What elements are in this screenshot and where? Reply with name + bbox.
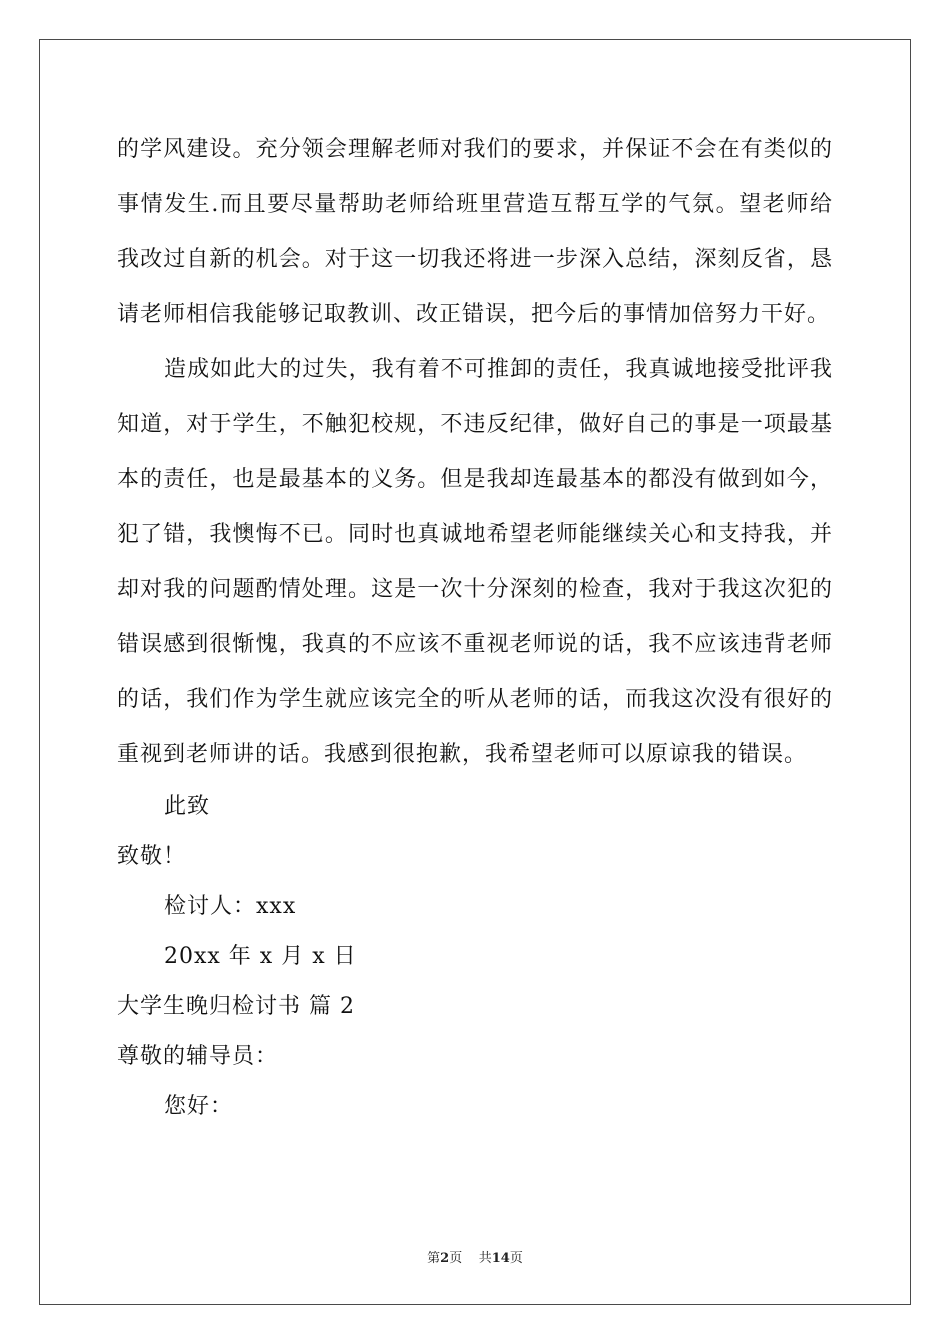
page-footer: [0, 1247, 950, 1266]
footer-page-mid: 页 共: [449, 1251, 492, 1266]
footer-page-prefix: 第: [427, 1251, 441, 1266]
greeting-line: 您好：: [164, 1094, 234, 1119]
footer-page-suffix: 页: [509, 1251, 523, 1266]
closing-line-2: 致敬！: [117, 844, 187, 869]
document-body: [117, 122, 833, 1132]
body-paragraph-1: 的学风建设。充分领会理解老师对我们的要求，并保证不会在有类似的事情发生.而且要尽量帮助老师给班里营造互帮互学的气氛。望老师给我改过自新的机会。对于这一切我还将进一步深入总结，深刻反省，恳请老师相信我能够记取教训、改正错误，把今后的事情加倍努力干好。: [117, 137, 833, 327]
signature-line: 检讨人：xxx: [164, 894, 297, 919]
date-line: 20xx 年 x 月 x 日: [164, 944, 357, 969]
closing-line-1: 此致: [164, 794, 211, 819]
footer-current-page: 2: [440, 1251, 450, 1266]
body-paragraph-2: 造成如此大的过失，我有着不可推卸的责任，我真诚地接受批评我知道，对于学生，不触犯校规，不违反纪律，做好自己的事是一项最基本的责任，也是最基本的义务。但是我却连最基本的都没有做到如今，犯了错，我懊悔不已。同时也真诚地希望老师能继续关心和支持我，并却对我的问题酌情处理。这是一次十分深刻的检查，我对于我这次犯的错误感到很惭愧，我真的不应该不重视老师说的话，我不应该违背老师的话，我们作为学生就应该完全的听从老师的话，而我这次没有很好的重视到老师讲的话。我感到很抱歉，我希望老师可以原谅我的错误。: [117, 357, 833, 767]
salutation-line: 尊敬的辅导员：: [117, 1044, 279, 1069]
footer-total-pages: 14: [491, 1251, 510, 1266]
section-title: 大学生晚归检讨书 篇 2: [117, 994, 355, 1019]
